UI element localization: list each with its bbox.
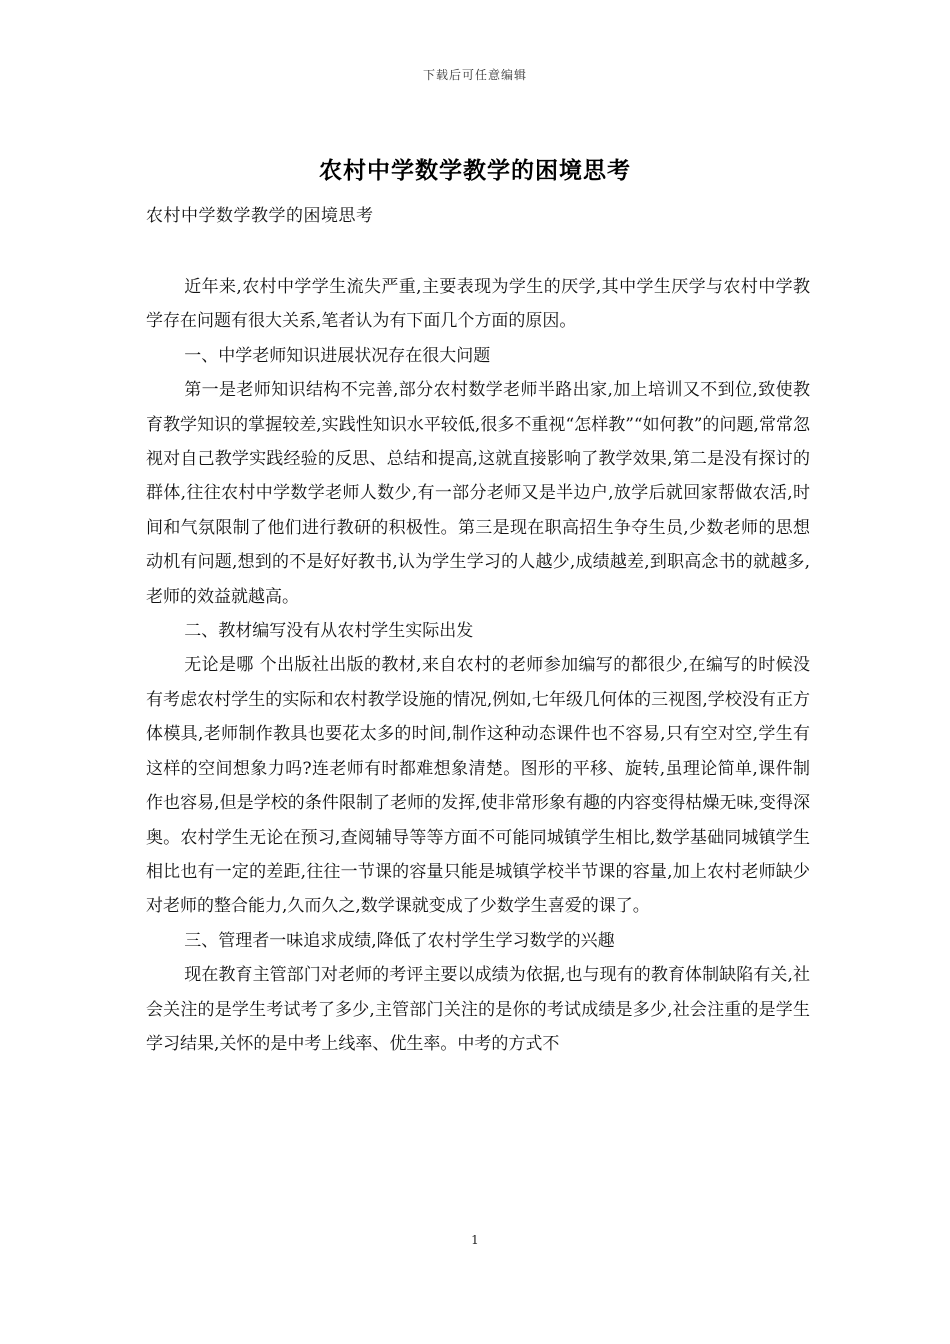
paragraph-section-1: 第一是老师知识结构不完善,部分农村数学老师半路出家,加上培训又不到位,致使教育教学知识的掌握较差,实践性知识水平较低,很多不重视“怎样教”“如何教”的问题,常常忽视对自己教学实践经验的反思、总结和提高,这就直接影响了教学效果,第二是没有探讨的群体,往往农村中学数学老师人数少,有一部分老师又是半边户,放学后就回家帮做农活,时间和气氛限制了他们进行教研的积极性。第三是现在职高招生争夺生员,少数老师的思想动机有问题,想到的不是好好教书,认为学生学习的人越少,成绩越差,到职高念书的就越多,老师的效益就越高。 (146, 380, 810, 607)
paragraph-section-2: 无论是哪 个出版社出版的教材,来自农村的老师参加编写的都很少,在编写的时候没有考虑农村学生的实际和农村教学设施的情况,例如,七年级几何体的三视图,学校没有正方体模具,老师制作教具也要花太多的时间,制作这种动态课件也不容易,只有空对空,学生有这样的空间想象力吗?连老师有时都难想象清楚。图形的平移、旋转,虽理论简单,课件制作也容易,但是学校的条件限制了老师的发挥,使非常形象有趣的内容变得枯燥无味,变得深奥。农村学生无论在预习,查阅辅导等等方面不可能同城镇学生相比,数学基础同城镇学生相比也有一定的差距,往往一节课的容量只能是城镇学校半节课的容量,加上农村老师缺少对老师的整合能力,久而久之,数学课就变成了少数学生喜爱的课了。 (146, 655, 810, 917)
page-number: 1 (471, 1233, 479, 1247)
section-heading-2: 二、教材编写没有从农村学生实际出发 (184, 621, 474, 642)
document-subtitle: 农村中学数学教学的困境思考 (146, 206, 374, 226)
section-heading-1: 一、中学老师知识进展状况存在很大问题 (184, 345, 491, 366)
document-title: 农村中学数学教学的困境思考 (319, 157, 631, 184)
page-header-note: 下载后可任意编辑 (422, 68, 527, 82)
paragraph-intro: 近年来,农村中学学生流失严重,主要表现为学生的厌学,其中学生厌学与农村中学教学存在问题有很大关系,笔者认为有下面几个方面的原因。 (146, 277, 810, 332)
section-heading-3: 三、管理者一味追求成绩,降低了农村学生学习数学的兴趣 (184, 930, 615, 951)
paragraph-section-3: 现在教育主管部门对老师的考评主要以成绩为依据,也与现有的教育体制缺陷有关,社会关注的是学生考试考了多少,主管部门关注的是你的考试成绩是多少,社会注重的是学生学习结果,关怀的是中考上线率、优生率。中考的方式不 (146, 965, 810, 1054)
document-body (146, 270, 810, 1061)
